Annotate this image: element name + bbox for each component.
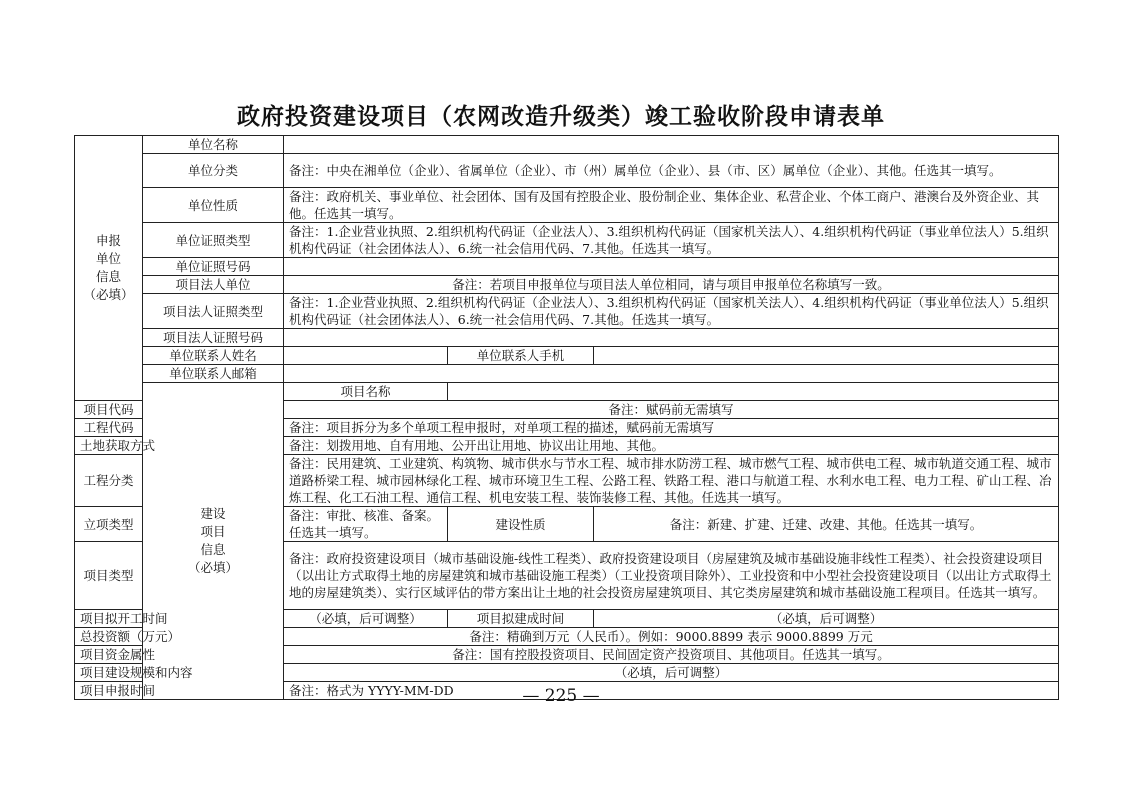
row-unit-class [75, 154, 1059, 188]
label-approval-type: 立项类型 [75, 507, 143, 542]
field-engineering-code[interactable]: 备注：项目拆分为多个单项工程申报时，对单项工程的描述，赋码前无需填写 [284, 419, 1059, 437]
row-legal-license-type [75, 294, 1059, 329]
row-project-name [75, 383, 1059, 401]
label-unit-license-no: 单位证照号码 [143, 258, 284, 276]
row-legal-license-no [75, 329, 1059, 347]
label-contact-name: 单位联系人姓名 [143, 347, 284, 365]
field-construction-nature[interactable]: 备注：新建、扩建、迁建、改建、其他。任选其一填写。 [594, 507, 1059, 542]
application-form-table [74, 135, 1059, 700]
field-fund-attribute[interactable]: 备注：国有控股投资项目、民间固定资产投资项目、其他项目。任选其一填写。 [284, 646, 1059, 664]
row-unit-name [75, 136, 1059, 154]
row-unit-nature [75, 188, 1059, 223]
field-apply-time[interactable]: 备注：格式为 YYYY-MM-DD [284, 682, 1059, 700]
label-project-name: 项目名称 [284, 383, 448, 401]
field-completion-time[interactable]: （必填，后可调整） [594, 610, 1059, 628]
label-fund-attribute: 项目资金属性 [75, 646, 143, 664]
label-start-time: 项目拟开工时间 [75, 610, 143, 628]
label-unit-nature: 单位性质 [143, 188, 284, 223]
field-start-time[interactable]: （必填，后可调整） [284, 610, 448, 628]
row-contact-email [75, 365, 1059, 383]
label-legal-license-no: 项目法人证照号码 [143, 329, 284, 347]
label-unit-class: 单位分类 [143, 154, 284, 188]
field-unit-nature[interactable]: 备注：政府机关、事业单位、社会团体、国有及国有控股企业、股份制企业、集体企业、私营企业、个体工商户、港澳台及外资企业、其他。任选其一填写。 [284, 188, 1059, 223]
field-unit-license-type[interactable]: 备注：1.企业营业执照、2.组织机构代码证（企业法人）、3.组织机构代码证（国家机关法人）、4.组织机构代码证（事业单位法人）5.组织机构代码证（社会团体法人）、6.统一社会信用代码、7.其他。任选其一填写。 [284, 223, 1059, 258]
label-completion-time: 项目拟建成时间 [448, 610, 594, 628]
label-engineering-code: 工程代码 [75, 419, 143, 437]
label-land-method: 土地获取方式 [75, 437, 143, 455]
field-unit-name[interactable] [284, 136, 1059, 154]
label-project-code: 项目代码 [75, 401, 143, 419]
row-legal-unit [75, 276, 1059, 294]
section-project-label: 建设 项目 信息 （必填） [143, 383, 284, 700]
label-construction-nature: 建设性质 [448, 507, 594, 542]
label-unit-name: 单位名称 [143, 136, 284, 154]
field-unit-class[interactable]: 备注：中央在湘单位（企业）、省属单位（企业）、市（州）属单位（企业）、县（市、区）属单位（企业）、其他。任选其一填写。 [284, 154, 1059, 188]
page-number: — 225 — [522, 686, 600, 706]
field-legal-unit[interactable]: 备注：若项目申报单位与项目法人单位相同，请与项目申报单位名称填写一致。 [284, 276, 1059, 294]
label-scale-content: 项目建设规模和内容 [75, 664, 143, 682]
row-unit-license-no [75, 258, 1059, 276]
label-contact-email: 单位联系人邮箱 [143, 365, 284, 383]
label-apply-time: 项目申报时间 [75, 682, 143, 700]
label-total-investment: 总投资额（万元） [75, 628, 143, 646]
field-legal-license-no[interactable] [284, 329, 1059, 347]
field-project-type[interactable]: 备注：政府投资建设项目（城市基础设施-线性工程类）、政府投资建设项目（房屋建筑及城市基础设施非线性工程类）、社会投资建设项目（以出让方式取得土地的房屋建筑和城市基础设施工程类）（工业投资项目除外）、工业投资和中小型社会投资建设项目（以出让方式取得土地的房屋建筑类）、实行区域评估的带方案出让土地的社会投资房屋建筑项目、其它类房屋建筑和城市基础设施工程项目。任选其一填写。 [284, 542, 1059, 610]
row-unit-license-type [75, 223, 1059, 258]
label-legal-unit: 项目法人单位 [143, 276, 284, 294]
field-contact-email[interactable] [284, 365, 1059, 383]
field-land-method[interactable]: 备注：划拨用地、自有用地、公开出让用地、协议出让用地、其他。 [284, 437, 1059, 455]
row-contact-name [75, 347, 1059, 365]
field-unit-license-no[interactable] [284, 258, 1059, 276]
label-contact-phone: 单位联系人手机 [448, 347, 594, 365]
field-engineering-class[interactable]: 备注：民用建筑、工业建筑、构筑物、城市供水与节水工程、城市排水防涝工程、城市燃气工程、城市供电工程、城市轨道交通工程、城市道路桥梁工程、城市园林绿化工程、城市环境卫生工程、公路工程、铁路工程、港口与航道工程、水利水电工程、电力工程、矿山工程、冶炼工程、化工石油工程、通信工程、机电安装工程、装饰装修工程、其他。任选其一填写。 [284, 455, 1059, 507]
label-engineering-class: 工程分类 [75, 455, 143, 507]
field-contact-phone[interactable] [594, 347, 1059, 365]
field-scale-content[interactable]: （必填，后可调整） [284, 664, 1059, 682]
field-legal-license-type[interactable]: 备注：1.企业营业执照、2.组织机构代码证（企业法人）、3.组织机构代码证（国家机关法人）、4.组织机构代码证（事业单位法人）5.组织机构代码证（社会团体法人）、6.统一社会信用代码、7.其他。任选其一填写。 [284, 294, 1059, 329]
field-approval-type[interactable]: 备注：审批、核准、备案。任选其一填写。 [284, 507, 448, 542]
section-applicant-label: 申报 单位 信息 （必填） [75, 136, 143, 401]
field-total-investment[interactable]: 备注：精确到万元（人民币）。例如：9000.8899 表示 9000.8899 万元 [284, 628, 1059, 646]
field-project-name[interactable] [448, 383, 1059, 401]
field-project-code[interactable]: 备注：赋码前无需填写 [284, 401, 1059, 419]
form-title: 政府投资建设项目（农网改造升级类）竣工验收阶段申请表单 [237, 103, 885, 130]
label-project-type: 项目类型 [75, 542, 143, 610]
field-contact-name[interactable] [284, 347, 448, 365]
label-legal-license-type: 项目法人证照类型 [143, 294, 284, 329]
label-unit-license-type: 单位证照类型 [143, 223, 284, 258]
